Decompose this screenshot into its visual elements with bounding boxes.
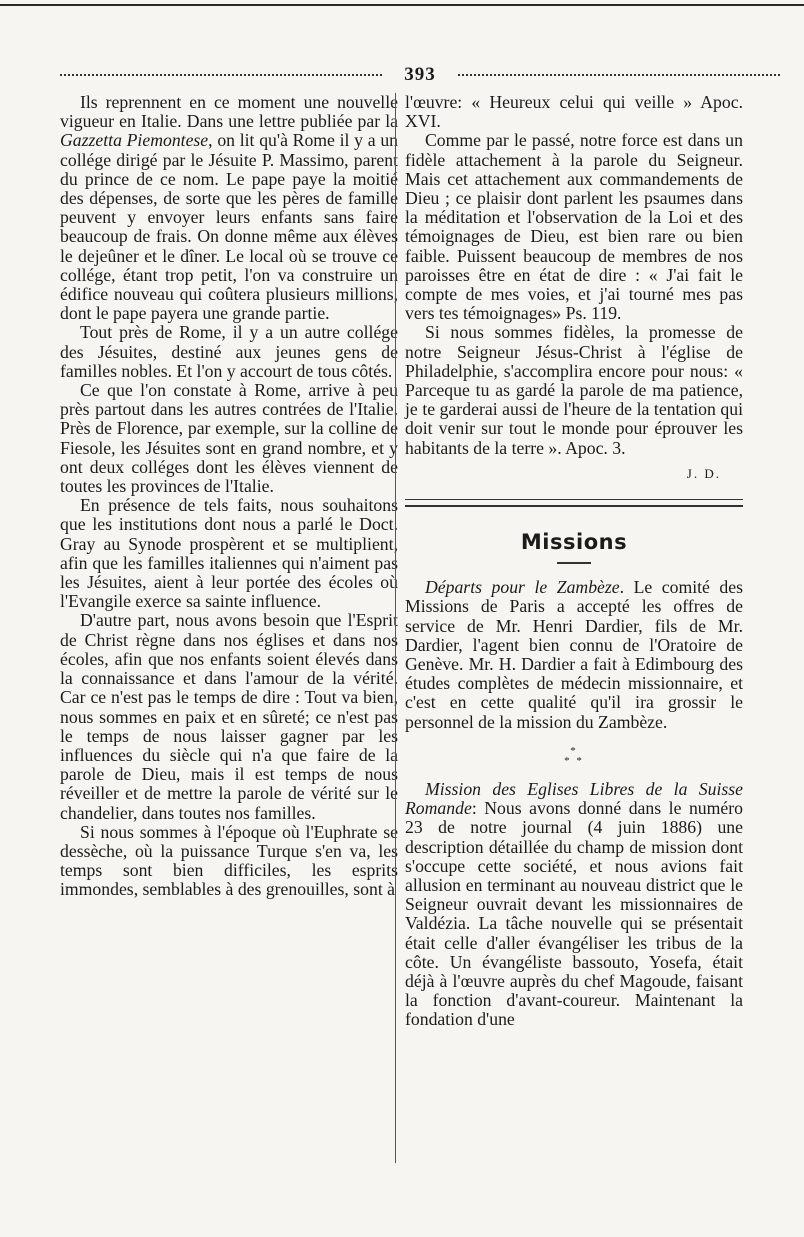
header-ornament-left xyxy=(60,74,382,76)
text-run: l'œuvre: « Heureux celui qui veille » Apoc. XVI. xyxy=(405,92,743,132)
top-border-rule xyxy=(0,4,804,6)
text-run: Ce que l'on constate à Rome, arrive à peu près partout dans les autres contrées de l'Italie. Près de Florence, par exemple, sur la colline de Fiesole, les Jésuites sont en grand nombre, et y ont deux colléges dont les élèves viennent de toutes les provinces de l'Italie. xyxy=(60,380,398,497)
paragraph xyxy=(60,93,398,323)
text-run: Si nous sommes fidèles, la promesse de notre Seigneur Jésus-Christ à l'église de Philadelphie, s'accomplira encore pour nous: « Parceque tu as gardé la parole de ma patience, je te garderai aussi de l'heure de la tentation qui doit venir sur tout le monde pour éprouver les habitants de la terre ». Apoc. 3. xyxy=(405,322,743,458)
paragraph xyxy=(60,496,398,611)
italic-text: Mission des Eglises Libres de la Suisse Romande xyxy=(405,778,743,819)
text-run: Comme par le passé, notre force est dans un fidèle attachement à la parole du Seigneur. Mais cet attachement aux commandements de Dieu ; ce plaisir dont parlent les psaumes dans la méditation et l'observation de la Loi et des témoignages de Dieu, est bien rare ou bien faible. Puissent beaucoup de membres de nos paroisses être en état de dire : « J'ai fait le compte de mes voies, et j'ai tourné mes pas vers tes témoignages» Ps. 119. xyxy=(405,130,743,324)
missions-article-suisse-romande xyxy=(405,780,743,1030)
page-header xyxy=(60,64,780,86)
missions-article-zambeze xyxy=(405,578,743,732)
section-title: Missions xyxy=(520,530,628,555)
page-number: 393 xyxy=(404,64,436,85)
left-column xyxy=(60,93,398,900)
section-separator xyxy=(405,499,743,507)
asterism-separator: * * * xyxy=(564,744,584,767)
text-run: . Le comité des Missions de Paris a accepté les offres de service de Mr. Henri Dardier, fils de Mr. Dardier, l'agent bien connu de l'Oratoire de Genève. Mr. H. Dardier a fait à Edimbourg des études complètes de médecin missionnaire, et c'est en cette qualité qu'il ira grossir le personnel de la mission du Zambèze. xyxy=(405,577,743,732)
paragraph xyxy=(405,93,743,131)
article-signature: J. D. xyxy=(686,465,721,481)
paragraph xyxy=(405,578,743,732)
italic-text: Départs pour le Zambèze xyxy=(425,577,620,598)
column-divider xyxy=(395,93,396,1163)
text-run: Tout près de Rome, il y a un autre collége des Jésuites, destiné aux jeunes gens de familles nobles. Et l'on y accourt de tous côtés. xyxy=(60,322,398,381)
paragraph xyxy=(60,323,398,381)
paragraph xyxy=(405,323,743,457)
title-underline xyxy=(557,562,591,564)
paragraph xyxy=(405,131,743,323)
text-run: Ils reprennent en ce moment une nouvelle vigueur en Italie. Dans une lettre publiée par la xyxy=(60,92,398,132)
paragraph xyxy=(60,823,398,900)
text-run: D'autre part, nous avons besoin que l'Esprit de Christ règne dans nos églises et dans nos écoles, afin que nos enfants soient élevés dans la connaissance et dans l'amour de la vérité. Car ce n'est pas le temps de dire : Tout va bien, nous sommes en paix et en sûreté; ce n'est pas le temps de nous laisser gagner par les influences du siècle qui n'a que faire de la parole de Dieu, mais il est temps de nous réveiller et de mettre la parole de vérité sur le chandelier, dans toutes nos familles. xyxy=(60,610,398,823)
text-run: : Nous avons donné dans le numéro 23 de notre journal (4 juin 1886) une description détaillée du champ de mission dont s'occupe cette société, et nous avions fait allusion en terminant au nouveau district que le Seigneur ouvrait devant les missionnaires de Valdézia. La tâche nouvelle qui se présentait était celle d'aller évangéliser les tribus de la côte. Un évangéliste bassouto, Yosefa, était déjà à l'œuvre auprès du chef Magoude, faisant la fonction d'avant-coureur. Maintenant la fondation d'une xyxy=(405,798,743,1030)
text-run: En présence de tels faits, nous souhaitons que les institutions dont nous a parlé le Doct. Gray au Synode prospèrent et se multiplient, afin que les familles italiennes qui n'aiment pas les Jésuites, aient à leur portée des écoles où l'Evangile exerce sa sainte influence. xyxy=(60,495,398,612)
paragraph xyxy=(60,381,398,496)
text-run: , on lit qu'à Rome il y a un collége dirigé par le Jésuite P. Massimo, parent du prince de ce nom. Le pape paye la moitié des dépenses, de sorte que les pères de famille peuvent y envoyer leurs enfants sans faire beaucoup de frais. On donne même aux élèves le dejeûner et le dîner. Le local où se trouve ce collége, étant trop petit, l'on va construire un édifice nouveau qui coûtera plusieurs millions, dont le pape payera une grande partie. xyxy=(60,130,399,324)
italic-text: Gazzetta Piemontese xyxy=(60,130,209,151)
right-column xyxy=(405,93,743,1030)
text-run: Si nous sommes à l'époque où l'Euphrate se dessèche, où la puissance Turque s'en va, les temps sont bien difficiles, les esprits immondes, semblables à des grenouilles, sont à xyxy=(60,821,398,900)
paragraph xyxy=(405,780,743,1030)
right-column-top xyxy=(405,93,743,458)
header-ornament-right xyxy=(458,74,780,76)
paragraph xyxy=(60,611,398,822)
